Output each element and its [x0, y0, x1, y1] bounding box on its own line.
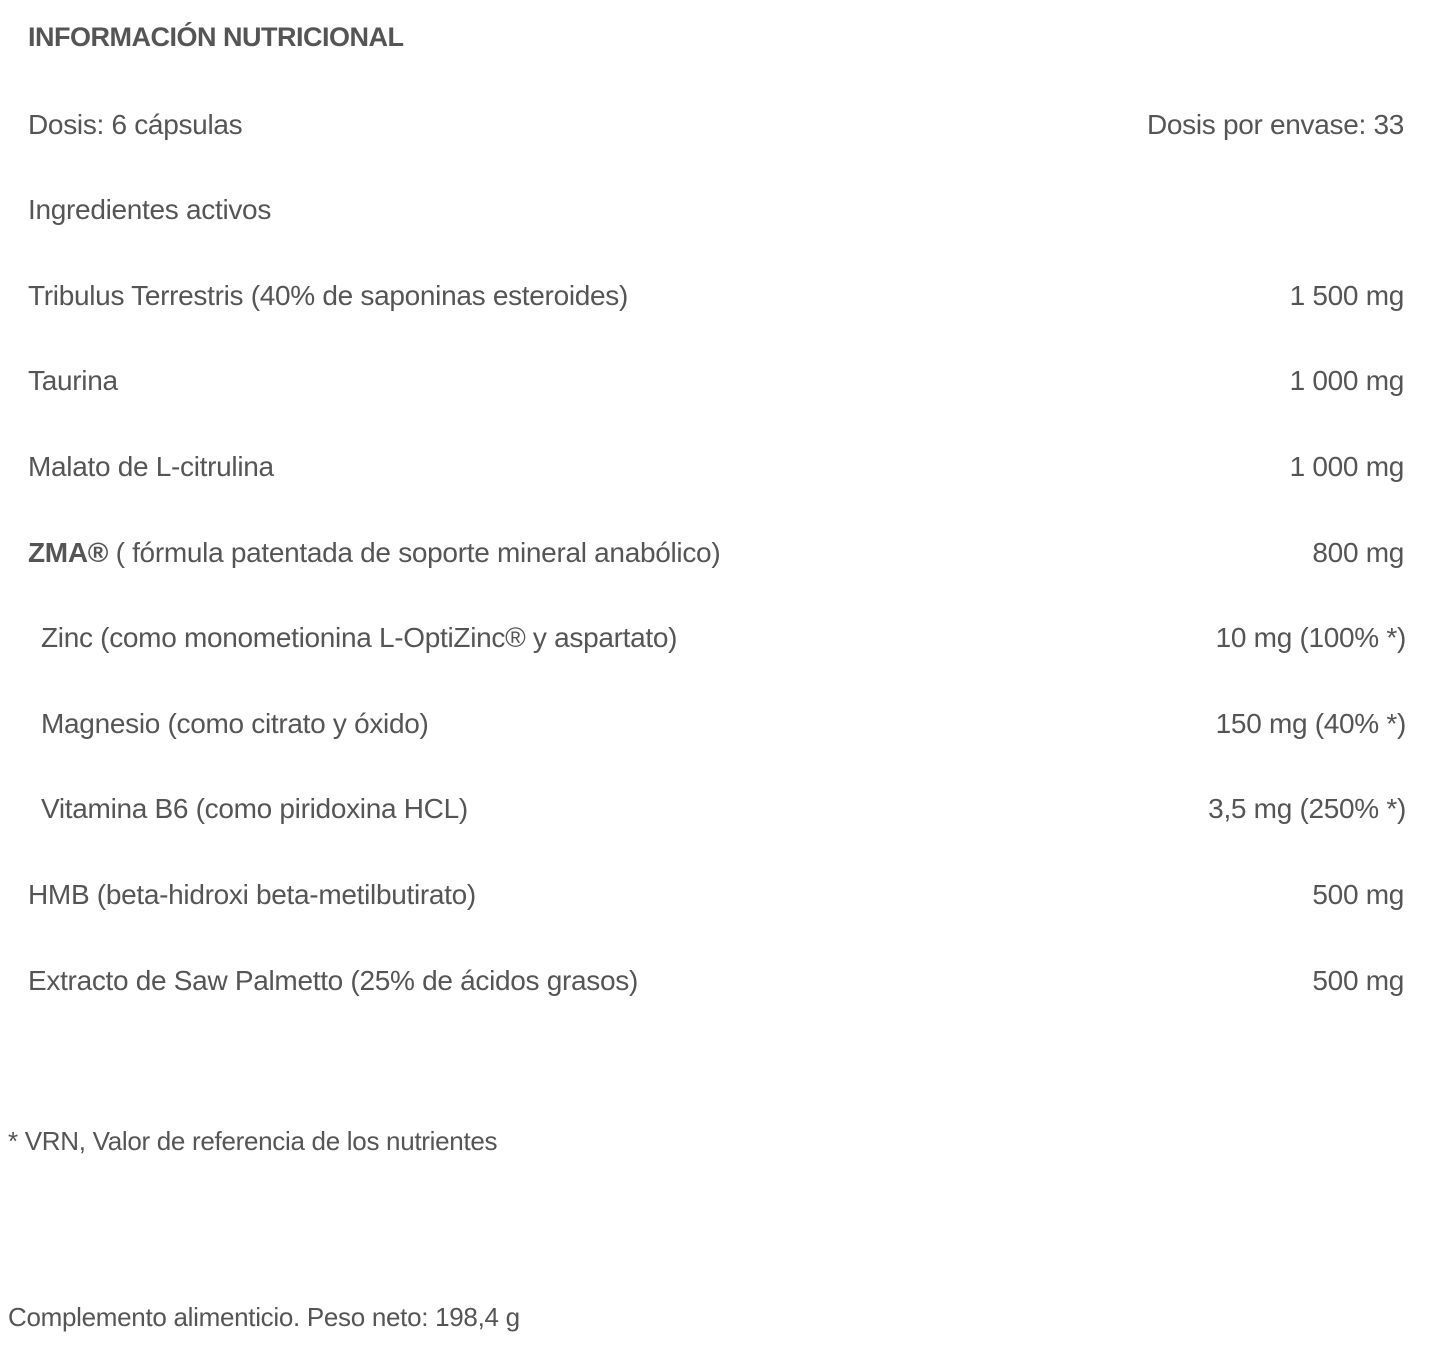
ingredient-row	[28, 276, 1404, 316]
ingredient-name: Taurina	[28, 365, 118, 396]
ingredient-name	[28, 537, 720, 569]
ingredient-amount: 1 000 mg	[1289, 365, 1404, 396]
ingredient-subrow	[41, 789, 1406, 829]
serving-dose: Dosis: 6 cápsulas	[28, 109, 243, 140]
section-heading: Ingredientes activos	[28, 194, 272, 225]
ingredient-row	[28, 361, 1404, 401]
ingredient-amount: 3,5 mg (250% *)	[1208, 793, 1406, 824]
ingredient-row	[28, 533, 1404, 573]
zma-description: ( fórmula patentada de soporte mineral anabólico)	[108, 537, 721, 568]
ingredient-amount: 10 mg (100% *)	[1215, 622, 1406, 653]
ingredient-amount: 1 500 mg	[1289, 280, 1404, 311]
ingredient-amount: 500 mg	[1312, 879, 1404, 910]
ingredient-name: Magnesio (como citrato y óxido)	[41, 708, 429, 739]
ingredient-name: Extracto de Saw Palmetto (25% de ácidos grasos)	[28, 965, 638, 996]
ingredient-amount: 1 000 mg	[1289, 451, 1404, 482]
ingredient-name: Vitamina B6 (como piridoxina HCL)	[41, 793, 468, 824]
section-heading-row	[28, 190, 1404, 230]
ingredient-amount: 500 mg	[1312, 965, 1404, 996]
serving-row	[28, 105, 1404, 145]
nutrition-title: INFORMACIÓN NUTRICIONAL	[28, 22, 404, 52]
ingredient-amount: 150 mg (40% *)	[1215, 708, 1406, 739]
ingredient-subrow	[41, 704, 1406, 744]
doses-per-container: Dosis por envase: 33	[1146, 109, 1404, 140]
ingredient-subrow	[41, 618, 1406, 658]
ingredient-row	[28, 875, 1404, 915]
net-weight-footer: Complemento alimenticio. Peso neto: 198,4 g	[8, 1302, 520, 1332]
zma-brand-label: ZMA®	[28, 537, 109, 568]
ingredient-row	[28, 447, 1404, 487]
ingredient-amount: 800 mg	[1312, 537, 1404, 568]
ingredient-name: Malato de L-citrulina	[28, 451, 274, 482]
ingredient-row	[28, 961, 1404, 1001]
ingredient-name: HMB (beta-hidroxi beta-metilbutirato)	[28, 879, 476, 910]
ingredient-name: Tribulus Terrestris (40% de saponinas esteroides)	[28, 280, 629, 311]
ingredient-name: Zinc (como monometionina L-OptiZinc® y aspartato)	[41, 622, 678, 653]
vrn-footnote: * VRN, Valor de referencia de los nutrientes	[8, 1126, 498, 1156]
